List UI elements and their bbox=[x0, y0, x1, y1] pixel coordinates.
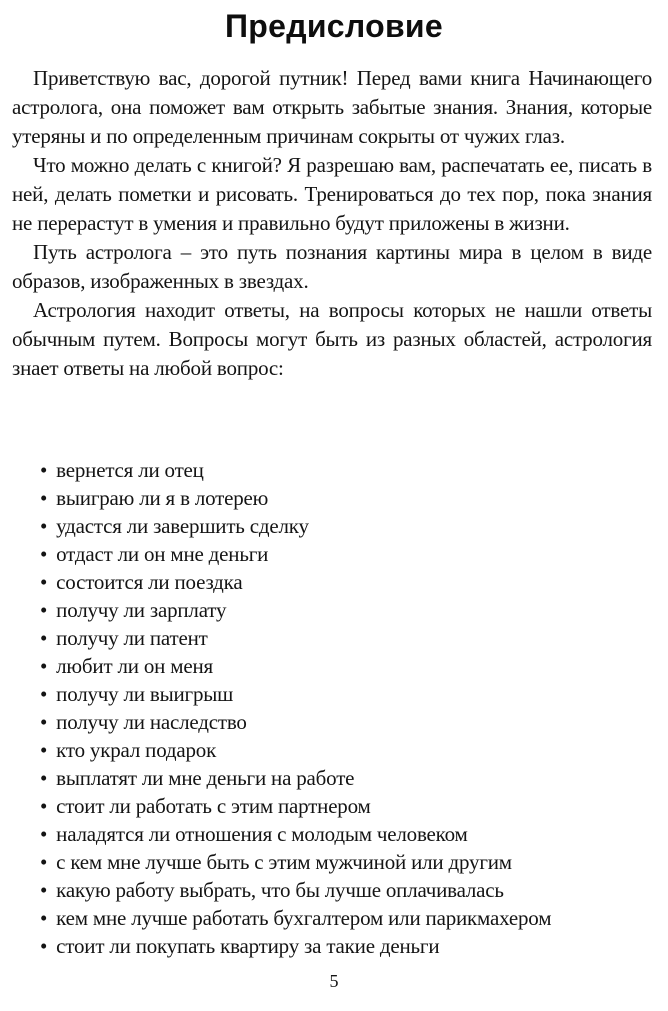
bullet-marker-icon: • bbox=[40, 486, 48, 510]
bullet-marker-icon: • bbox=[40, 710, 48, 734]
list-item bbox=[12, 736, 652, 764]
bullet-marker-icon: • bbox=[40, 458, 48, 482]
paragraph: Астрология находит ответы, на вопросы которых не нашли ответы обычным путем. Вопросы могут быть из разных областей, астрология знает ответы на любой вопрос: bbox=[12, 298, 652, 380]
list-item bbox=[12, 876, 652, 904]
list-item-text: кем мне лучше работать бухгалтером или парикмахером bbox=[56, 906, 552, 930]
bullet-marker-icon: • bbox=[40, 598, 48, 622]
bullet-marker-icon: • bbox=[40, 906, 48, 930]
list-item-text: выплатят ли мне деньги на работе bbox=[56, 766, 355, 790]
list-item bbox=[12, 904, 652, 932]
bullet-marker-icon: • bbox=[40, 738, 48, 762]
list-item bbox=[12, 792, 652, 820]
list-item bbox=[12, 512, 652, 540]
bullet-marker-icon: • bbox=[40, 570, 48, 594]
list-item bbox=[12, 484, 652, 512]
list-item bbox=[12, 848, 652, 876]
bullet-marker-icon: • bbox=[40, 654, 48, 678]
paragraph: Что можно делать с книгой? Я разрешаю вам, распечатать ее, писать в ней, делать пометки и рисовать. Тренироваться до тех пор, пока знания не перерастут в умения и правильно будут приложены в жизни. bbox=[12, 153, 652, 235]
list-item-text: стоит ли покупать квартиру за такие деньги bbox=[56, 934, 440, 958]
questions-list bbox=[12, 456, 652, 960]
list-item-text: кто украл подарок bbox=[56, 738, 217, 762]
paragraph: Приветствую вас, дорогой путник! Перед вами книга Начинающего астролога, она поможет вам открыть забытые знания. Знания, которые утеряны и по определенным причинам сокрыты от чужих глаз. bbox=[12, 66, 652, 148]
list-item-text: наладятся ли отношения с молодым человеком bbox=[56, 822, 468, 846]
list-item bbox=[12, 596, 652, 624]
list-item bbox=[12, 820, 652, 848]
bullet-marker-icon: • bbox=[40, 514, 48, 538]
bullet-marker-icon: • bbox=[40, 934, 48, 958]
list-item-text: какую работу выбрать, что бы лучше оплачивалась bbox=[56, 878, 504, 902]
list-item bbox=[12, 568, 652, 596]
list-item bbox=[12, 540, 652, 568]
list-item-text: вернется ли отец bbox=[56, 458, 204, 482]
list-item bbox=[12, 456, 652, 484]
list-item bbox=[12, 708, 652, 736]
bullet-marker-icon: • bbox=[40, 878, 48, 902]
bullet-marker-icon: • bbox=[40, 766, 48, 790]
list-item bbox=[12, 680, 652, 708]
bullet-marker-icon: • bbox=[40, 850, 48, 874]
list-item-text: отдаст ли он мне деньги bbox=[56, 542, 269, 566]
list-item-text: любит ли он меня bbox=[56, 654, 213, 678]
list-item-text: стоит ли работать с этим партнером bbox=[56, 794, 371, 818]
list-item-text: с кем мне лучше быть с этим мужчиной или другим bbox=[56, 850, 512, 874]
bullet-marker-icon: • bbox=[40, 822, 48, 846]
list-item-text: выиграю ли я в лотерею bbox=[56, 486, 269, 510]
preface-body bbox=[12, 64, 652, 383]
page-number: 5 bbox=[329, 971, 339, 991]
list-item bbox=[12, 624, 652, 652]
bullet-marker-icon: • bbox=[40, 542, 48, 566]
list-item-text: состоится ли поездка bbox=[56, 570, 243, 594]
bullet-marker-icon: • bbox=[40, 794, 48, 818]
list-item-text: получу ли зарплату bbox=[56, 598, 227, 622]
list-item-text: получу ли патент bbox=[56, 626, 208, 650]
list-item bbox=[12, 932, 652, 960]
list-item-text: получу ли наследство bbox=[56, 710, 247, 734]
bullet-marker-icon: • bbox=[40, 626, 48, 650]
list-item-text: получу ли выигрыш bbox=[56, 682, 234, 706]
list-item bbox=[12, 652, 652, 680]
bullet-marker-icon: • bbox=[40, 682, 48, 706]
paragraph: Путь астролога – это путь познания картины мира в целом в виде образов, изображенных в звездах. bbox=[12, 240, 652, 293]
list-item-text: удастся ли завершить сделку bbox=[56, 514, 309, 538]
page-title: Предисловие bbox=[224, 8, 444, 44]
list-item bbox=[12, 764, 652, 792]
